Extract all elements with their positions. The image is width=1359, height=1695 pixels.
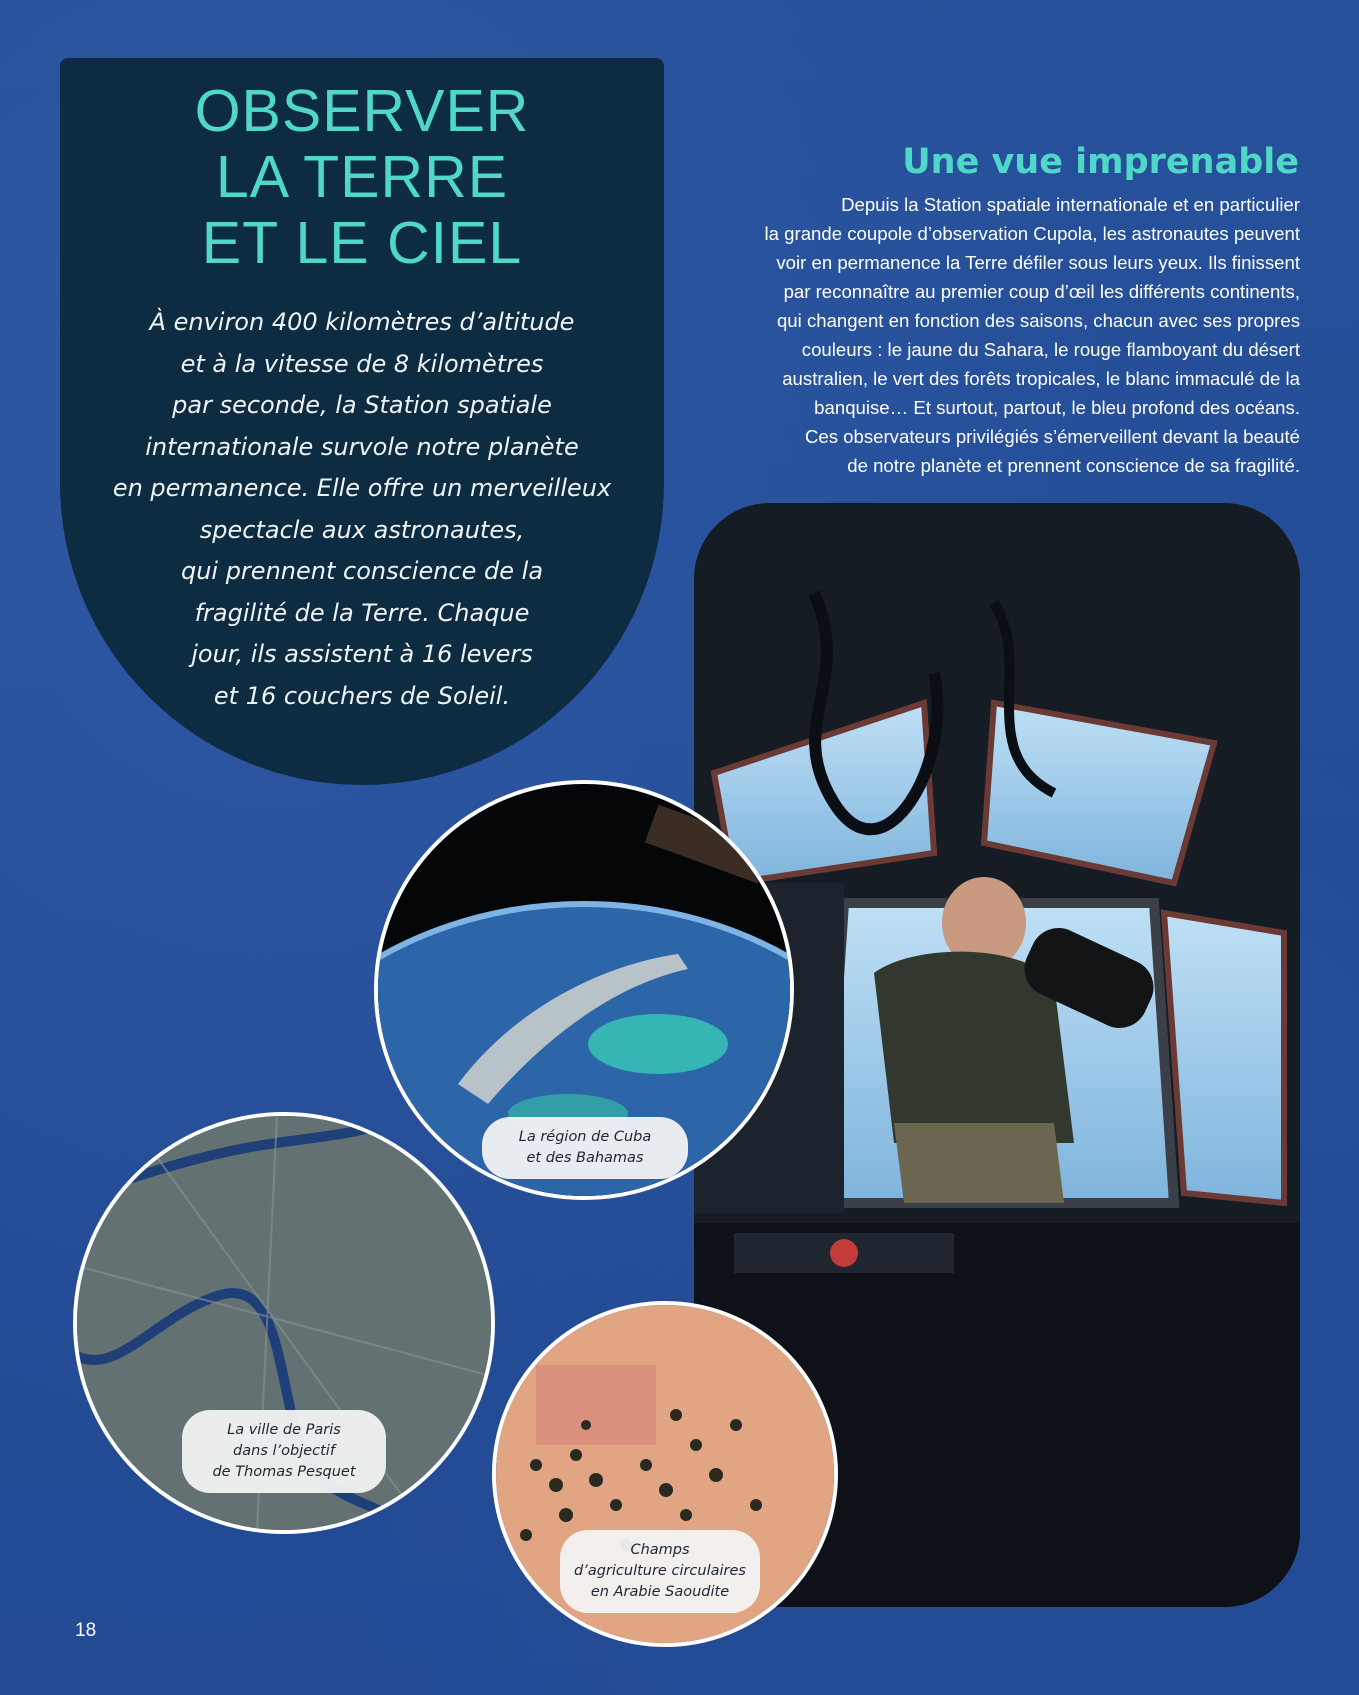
- intro-line: internationale survole notre planète: [145, 432, 579, 461]
- intro-line: et 16 couchers de Soleil.: [213, 681, 511, 710]
- caption-line: La région de Cuba: [518, 1129, 652, 1145]
- intro-paragraph: [88, 302, 636, 717]
- caption-line: Champs: [630, 1542, 690, 1558]
- caption-line: d’agriculture circulaires: [574, 1563, 746, 1579]
- intro-line: jour, ils assistent à 16 levers: [191, 640, 533, 668]
- title-line: LA TERRE: [215, 144, 509, 210]
- caption-paris: [182, 1410, 386, 1493]
- body-line: Depuis la Station spatiale internationale et en particulier: [841, 194, 1300, 215]
- body-line: par reconnaître au premier coup d’œil les différents continents,: [783, 281, 1300, 302]
- body-line: couleurs : le jaune du Sahara, le rouge flamboyant du désert: [801, 339, 1300, 360]
- section-heading: Une vue imprenable: [902, 142, 1299, 182]
- body-line: voir en permanence la Terre défiler sous leurs yeux. Ils finissent: [776, 252, 1300, 273]
- body-line: de notre planète et prennent conscience de sa fragilité.: [847, 455, 1300, 476]
- caption-arabia: [560, 1530, 760, 1613]
- body-line: la grande coupole d’observation Cupola, les astronautes peuvent: [764, 223, 1300, 244]
- caption-line: dans l’objectif: [233, 1443, 335, 1459]
- caption-line: en Arabie Saoudite: [590, 1584, 730, 1600]
- intro-line: À environ 400 kilomètres d’altitude: [149, 308, 575, 336]
- intro-line: qui prennent conscience de la: [180, 557, 544, 585]
- caption-line: La ville de Paris: [227, 1422, 341, 1438]
- intro-line: et à la vitesse de 8 kilomètres: [180, 349, 544, 378]
- caption-line: de Thomas Pesquet: [212, 1464, 356, 1480]
- title-line: ET LE CIEL: [201, 210, 523, 276]
- intro-line: spectacle aux astronautes,: [199, 515, 525, 544]
- title-line: OBSERVER: [194, 78, 530, 144]
- section-body: [680, 190, 1300, 480]
- caption-line: et des Bahamas: [526, 1150, 644, 1166]
- intro-line: en permanence. Elle offre un merveilleux: [112, 474, 612, 502]
- caption-cuba: [482, 1117, 688, 1179]
- body-line: qui changent en fonction des saisons, chacun avec ses propres: [776, 310, 1300, 331]
- page-title: [60, 78, 664, 276]
- intro-line: par seconde, la Station spatiale: [172, 391, 552, 419]
- page-number: 18: [75, 1620, 97, 1641]
- body-line: australien, le vert des forêts tropicales, le blanc immaculé de la: [782, 368, 1300, 389]
- intro-line: fragilité de la Terre. Chaque: [194, 598, 530, 627]
- body-line: banquise… Et surtout, partout, le bleu profond des océans.: [814, 397, 1300, 418]
- body-line: Ces observateurs privilégiés s’émerveillent devant la beauté: [804, 426, 1300, 447]
